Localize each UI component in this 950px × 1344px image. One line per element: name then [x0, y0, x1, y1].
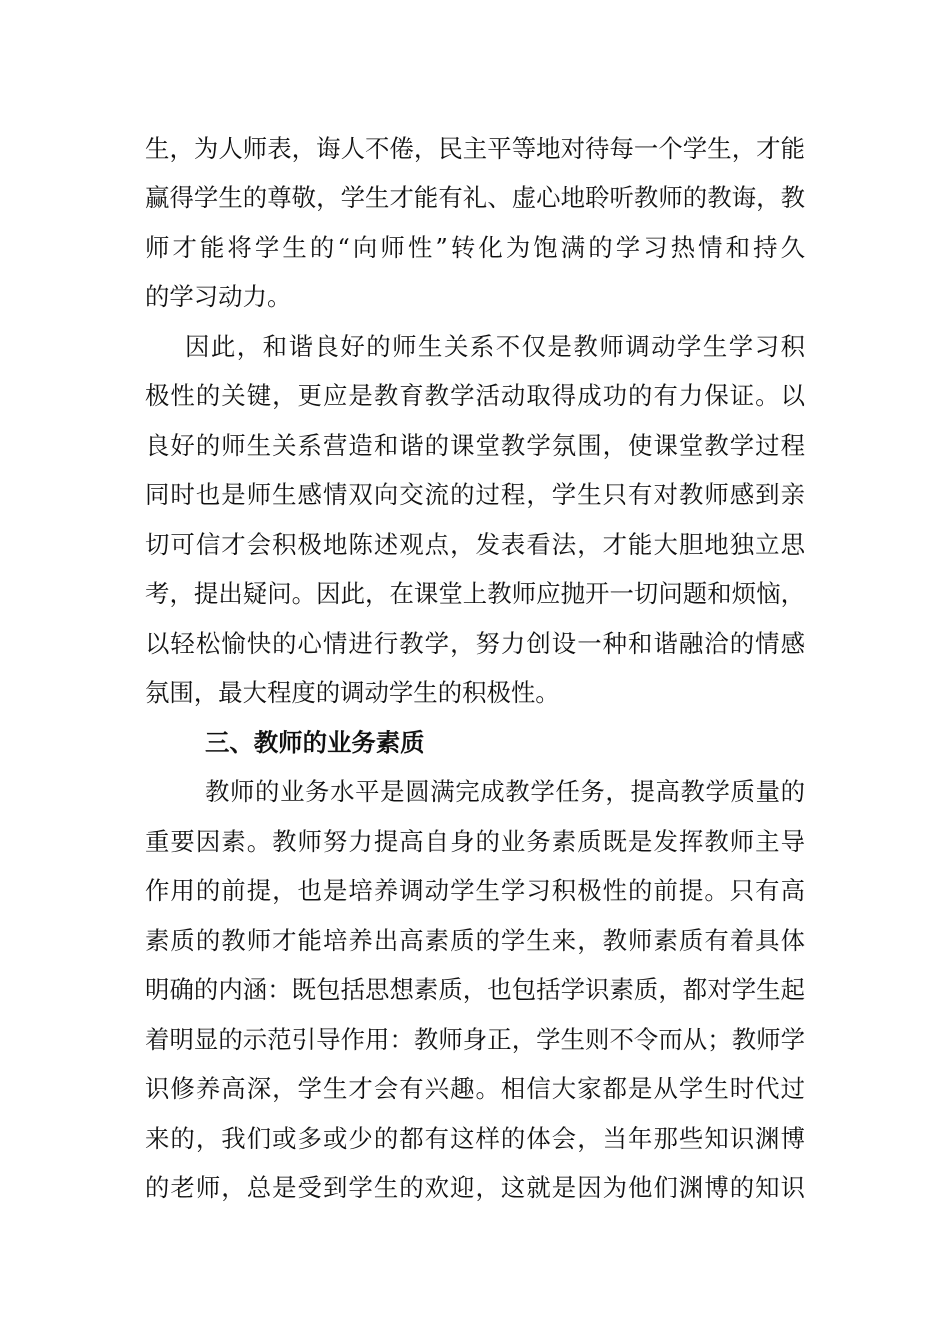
paragraph-first-line: 教师的业务水平是圆满完成教学任务，提高教学质量的	[205, 777, 805, 806]
text-line: 氛围，最大程度的调动学生的积极性。	[145, 678, 560, 707]
text-line: 的老师，总是受到学生的欢迎，这就是因为他们渊博的知识	[145, 1173, 805, 1202]
text-line: 考，提出疑问。因此，在课堂上教师应抛开一切问题和烦恼，	[145, 579, 805, 608]
text-line: 极性的关键，更应是教育教学活动取得成功的有力保证。以	[145, 381, 805, 410]
text-line: 生，为人师表，诲人不倦，民主平等地对待每一个学生，才能	[145, 134, 805, 163]
text-line: 以轻松愉快的心情进行教学，努力创设一种和谐融洽的情感	[145, 629, 805, 658]
text-line: 的学习动力。	[145, 282, 292, 311]
text-line: 识修养高深，学生才会有兴趣。相信大家都是从学生时代过	[145, 1074, 805, 1103]
text-line: 明确的内涵：既包括思想素质，也包括学识素质，都对学生起	[145, 975, 805, 1004]
text-line: 良好的师生关系营造和谐的课堂教学氛围，使课堂教学过程	[145, 431, 805, 460]
text-line: 切可信才会积极地陈述观点，发表看法，才能大胆地独立思	[145, 530, 805, 559]
text-line: 赢得学生的尊敬，学生才能有礼、虚心地聆听教师的教诲，教	[145, 183, 805, 212]
text-line: 来的，我们或多或少的都有这样的体会，当年那些知识渊博	[145, 1124, 805, 1153]
text-line: 作用的前提，也是培养调动学生学习积极性的前提。只有高	[145, 876, 805, 905]
text-line: 着明显的示范引导作用：教师身正，学生则不令而从；教师学	[145, 1025, 805, 1054]
section-heading: 三、教师的业务素质	[205, 728, 425, 757]
text-line: 重要因素。教师努力提高自身的业务素质既是发挥教师主导	[145, 827, 805, 856]
paragraph-first-line: 因此，和谐良好的师生关系不仅是教师调动学生学习积	[185, 332, 805, 361]
text-line: 师才能将学生的“向师性”转化为饱满的学习热情和持久	[145, 233, 805, 262]
text-line: 同时也是师生感情双向交流的过程，学生只有对教师感到亲	[145, 480, 805, 509]
text-line: 素质的教师才能培养出高素质的学生来，教师素质有着具体	[145, 926, 805, 955]
